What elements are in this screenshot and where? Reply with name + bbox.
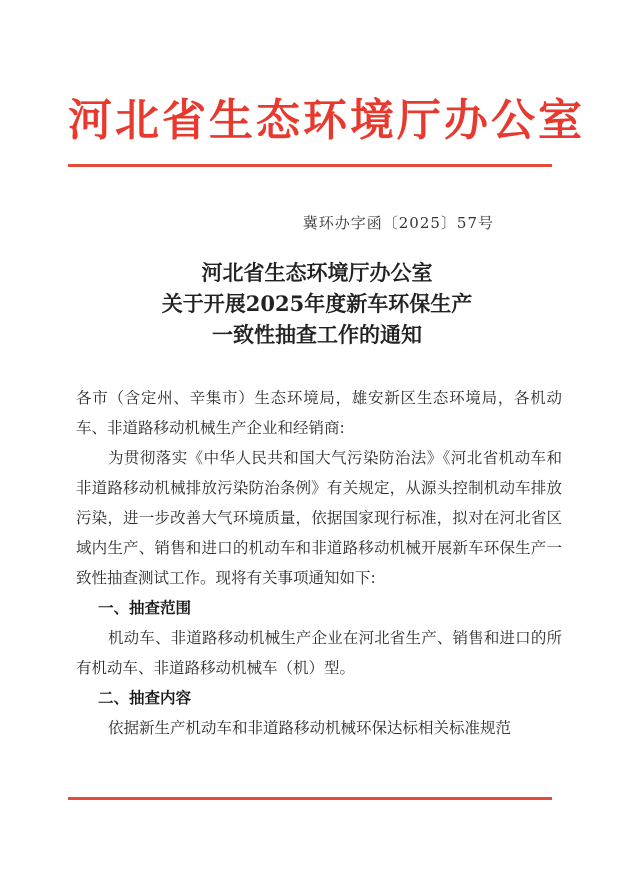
addressee-paragraph: 各市（含定州、辛集市）生态环境局，雄安新区生态环境局，各机动车、非道路移动机械生产企业和经销商: (76, 389, 562, 437)
org-header-title: 河北省生态环境厅办公室 (68, 95, 585, 146)
document-number: 冀环办字函〔2025〕57号 (302, 214, 494, 232)
section-2-heading: 二、抽查内容 (98, 689, 192, 707)
section-1-heading: 一、抽查范围 (98, 599, 192, 617)
notice-title-line-1: 河北省生态环境厅办公室 (201, 260, 433, 285)
notice-title-line-3: 一致性抽查工作的通知 (212, 322, 422, 347)
footer-red-rule (68, 797, 552, 800)
section-2-paragraph: 依据新生产机动车和非道路移动机械环保达标相关标准规范 (108, 719, 512, 737)
notice-title-line-2: 关于开展2025年度新车环保生产 (161, 291, 473, 316)
intro-paragraph: 为贯彻落实《中华人民共和国大气污染防治法》《河北省机动车和非道路移动机械排放污染防治条例》有关规定，从源头控制机动车排放污染，进一步改善大气环境质量，依据国家现行标准，拟对在河北省区域内生产、销售和进口的机动车和非道路移动机械开展新车环保生产一致性抽查测试工作。现将有关事项通知如下: (76, 449, 562, 587)
section-1-paragraph: 机动车、非道路移动机械生产企业在河北省生产、销售和进口的所有机动车、非道路移动机械车（机）型。 (76, 629, 562, 677)
notice-title (70, 257, 564, 350)
notice-body (76, 383, 562, 743)
header-red-rule (68, 164, 552, 167)
